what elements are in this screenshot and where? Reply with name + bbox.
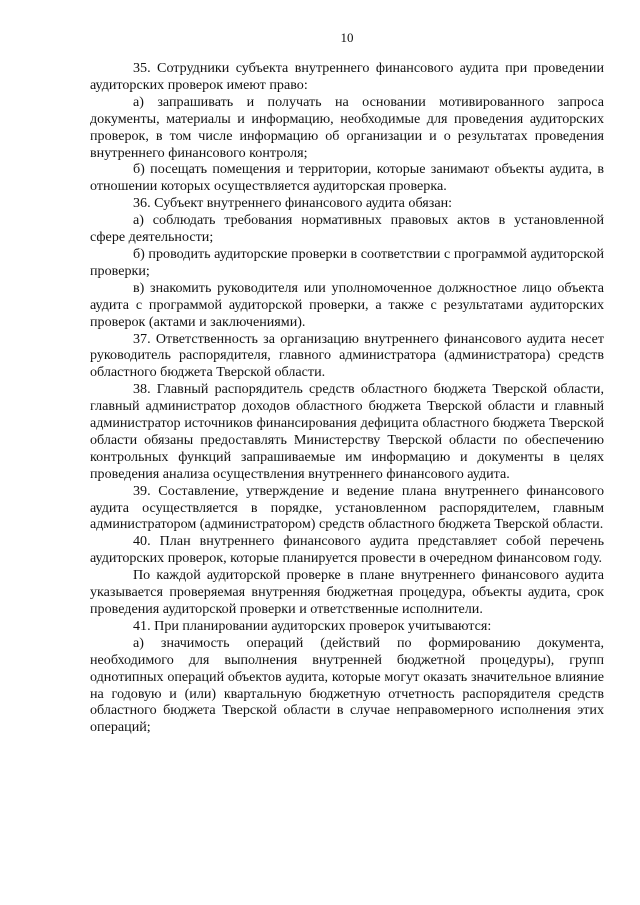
paragraph-35: 35. Сотрудники субъекта внутреннего финансового аудита при проведении аудиторских проверок имеют право: xyxy=(90,60,604,93)
paragraph-40: 40. План внутреннего финансового аудита представляет собой перечень аудиторских проверок, которые планируется провести в очередном финансовом году. xyxy=(90,533,604,567)
paragraph-38: 38. Главный распорядитель средств областного бюджета Тверской области, главный администратор доходов областного бюджета Тверской области и главный администратор источников финансирования дефицита областного бюджета Тверской области обязаны предоставлять Министерству Тверской области по обеспечению контрольных функций запрашиваемые им информацию и документы в целях проведения анализа осуществления внутреннего финансового аудита. xyxy=(90,381,604,482)
paragraph-41-a: а) значимость операций (действий по формированию документа, необходимого для выполнения внутренней бюджетной процедуры), групп однотипных операций объектов аудита, которые могут оказать значительное влияние на годовую и (или) квартальную бюджетную отчетность распорядителя средств областного бюджета Тверской области в случае неправомерного исполнения этих операций; xyxy=(90,634,604,736)
page-number: 10 xyxy=(340,30,354,45)
paragraph-35-b: б) посещать помещения и территории, которые занимают объекты аудита, в отношении которых осуществляется аудиторская проверка. xyxy=(90,161,604,195)
paragraph-36-a: а) соблюдать требования нормативных правовых актов в установленной сфере деятельности; xyxy=(90,212,604,246)
paragraph-39: 39. Составление, утверждение и ведение плана внутреннего финансового аудита осуществляется в порядке, установленном распорядителем, главным администратором (администратором) средств областного бюджета Тверской области. xyxy=(90,482,604,533)
paragraph-36-b: б) проводить аудиторские проверки в соответствии с программой аудиторской проверки; xyxy=(90,245,604,279)
paragraph-36: 36. Субъект внутреннего финансового аудита обязан: xyxy=(133,195,453,212)
paragraph-40-detail: По каждой аудиторской проверке в плане внутреннего финансового аудита указывается проверяемая внутренняя бюджетная процедура, объекты аудита, срок проведения аудиторской проверки и ответственные исполнители. xyxy=(90,567,604,617)
paragraph-37: 37. Ответственность за организацию внутреннего финансового аудита несет руководитель распорядителя, главного администратора (администратора) средств областного бюджета Тверской области. xyxy=(90,330,604,381)
paragraph-41: 41. При планировании аудиторских проверок учитываются: xyxy=(133,617,492,634)
paragraph-35-a: а) запрашивать и получать на основании мотивированного запроса документы, материалы и информацию, необходимые для проведения аудиторских проверок, в том числе информацию об организации и о результатах проведения внутреннего финансового контроля; xyxy=(90,93,604,161)
paragraph-36-v: в) знакомить руководителя или уполномоченное должностное лицо объекта аудита с программой аудиторской проверки, а также с результатами аудиторских проверок (актами и заключениями). xyxy=(90,279,604,330)
